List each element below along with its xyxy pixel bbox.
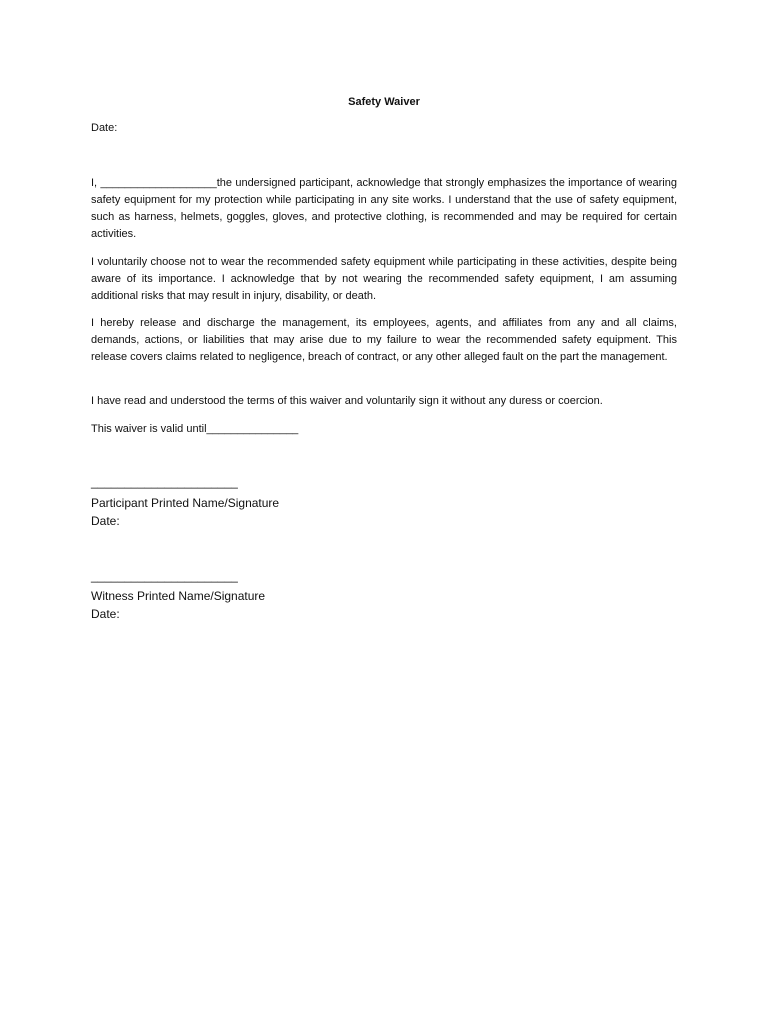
participant-signature-line: ______________________ [91,475,238,489]
witness-signature-line: ______________________ [91,569,238,583]
witness-date-label: Date: [91,607,120,621]
date-label: Date: [91,122,118,134]
participant-date-label: Date: [91,514,120,528]
validity-paragraph: This waiver is valid until_______________ [91,423,299,435]
document-title: Safety Waiver [348,96,420,108]
refusal-paragraph: I voluntarily choose not to wear the recommended safety equipment while participating in these activities, despite being aware of its importance. I acknowledge that by not wearing the recommended safety equipment, I am assuming additional risks that may result in injury, disability, or death. [91,256,677,302]
participant-signature-label: Participant Printed Name/Signature [91,496,280,510]
acknowledgement-paragraph: I, ___________________the undersigned participant, acknowledge that strongly emphasizes the importance of wearing safety equipment for my protection while participating in any site works. I understand that the use of safety equipment, such as harness, helmets, goggles, gloves, and protective clothing, is recommended and may be required for certain activities. [91,177,677,240]
release-paragraph: I hereby release and discharge the management, its employees, agents, and affiliates from any and all claims, demands, actions, or liabilities that may arise due to my failure to wear the recommended safety equipment. This release covers claims related to negligence, breach of contract, or any other alleged fault on the part the management. [91,317,677,363]
agreement-paragraph: I have read and understood the terms of this waiver and voluntarily sign it without any duress or coercion. [91,395,603,407]
witness-signature-label: Witness Printed Name/Signature [91,589,266,603]
